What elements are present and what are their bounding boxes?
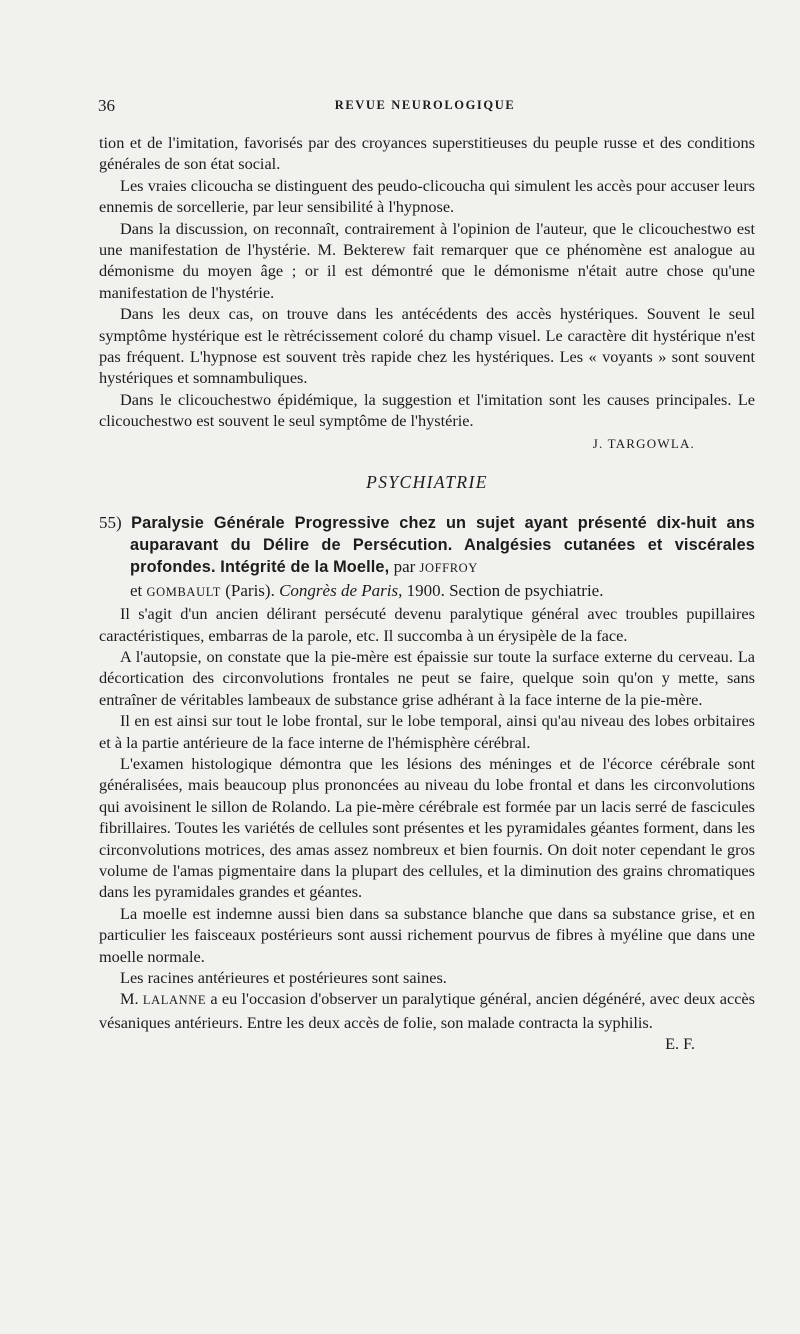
paragraph: Dans les deux cas, on trouve dans les antécédents des accès hystériques. Souvent le seul symptôme hystérique est le rètrécissement coloré du champ visuel. Le caractère dit hystérique n'est pas fréquent. L'hypnose est souvent très rapide chez les hystériques. Les « voyants » sont souvent hystériques et somnambuliques. [99,304,755,388]
article-heading [99,512,755,604]
review-signature: J. TARGOWLA. [592,435,695,451]
article-location: (Paris). [225,580,275,600]
paragraph-text: a eu l'occasion d'observer un paralytique général, ancien dégénéré, avec deux accès vésaniques antérieurs. Entre les deux accès de folie, son malade contracta la syphilis. [99,989,755,1032]
paragraph: L'examen histologique démontra que les lésions des méninges et de l'écorce cérébrale sont généralisées, mais beaucoup plus prononcées au niveau du lobe frontal et dans les circonvolutions qui avoisinent le sillon de Rolando. La pie-mère cérébrale est formée par un lacis serré de fascicules fibrillaires. Toutes les variétés de cellules sont présentes et les pyramidales géantes forment, dans les circonvolutions motrices, des amas assez nombreux et bien fournis. On doit noter cependant le gros volume de l'amas pigmentaire dans la plupart des cellules, et la diminution des grains chromatiques dans les pyramidales grandes et géantes. [99,753,755,902]
article-author: GOMBAULT [146,584,222,599]
paragraph [99,988,755,1054]
paragraph: A l'autopsie, on constate que la pie-mère est épaissie sur toute la surface externe du cerveau. La décortication des circonvolutions frontales ne peut se faire, quelque soin qu'on y mette, sans entraîner de véritables lambeaux de substance grise adhérant à la face interne de la pie-mère. [99,646,755,709]
article-signature: E. F. [665,1034,695,1054]
author-name: LALANNE [142,993,207,1008]
paragraph: La moelle est indemne aussi bien dans sa substance blanche que dans sa substance grise, et en particulier les faisceaux postérieurs sont aussi richement pourvus de fibres à myéline que dans une moelle normale. [99,903,755,966]
paragraph: Il s'agit d'un ancien délirant persécuté devenu paralytique général avec troubles pupillaires caractéristiques, embarras de la parole, etc. Il succomba à un érysipèle de la face. [99,604,755,645]
paragraph: Dans la discussion, on reconnaît, contrairement à l'opinion de l'auteur, que le clicouchestwo est une manifestation de l'hystérie. M. Bekterew fait remarquer que ce phénomène est analogue au démonisme du moyen âge ; or il est démontré que le démonisme n'était autre chose qu'une manifestation de l'hystérie. [99,218,755,302]
article-and: et [130,580,143,600]
paragraph: Les vraies clicoucha se distinguent des peudo-clicoucha qui simulent les accès pour accuser leurs ennemis de sorcellerie, par leur sensibilité à l'hypnose. [99,175,755,217]
article-author: JOFFROY [419,561,478,576]
paragraph: Dans le clicouchestwo épidémique, la suggestion et l'imitation sont les causes principales. Le clicouchestwo est souvent le seul symptôme de l'hystérie. [99,389,755,431]
article-by: par [393,557,416,577]
article-source: Congrès de Paris, [279,580,403,600]
page-number: 36 [98,96,115,115]
paragraph: Il en est ainsi sur tout le lobe frontal, sur le lobe temporal, ainsi qu'au niveau des lobes orbitaires et à la partie antérieure de la face interne de l'hémisphère cérébral. [99,711,755,752]
paragraph: Les racines antérieures et postérieures sont saines. [120,968,447,988]
article-title: Paralysie Générale Progressive chez un sujet ayant présenté dix-huit ans auparavant du Délire de Persécution. Analgésies cutanées et viscérales profondes. Intégrité de la Moelle, [130,513,755,577]
section-title: PSYCHIATRIE [366,472,488,493]
article-source-detail: 1900. Section de psychiatrie. [406,580,604,600]
author-initial: M. [120,989,139,1009]
article-number: 55) [99,512,122,532]
paragraph: tion et de l'imitation, favorisés par des croyances superstitieuses du peuple russe et des conditions générales de son état social. [99,133,755,174]
page-header [98,96,752,118]
running-title: REVUE NEUROLOGIQUE [334,98,516,112]
page-body [99,132,755,1055]
